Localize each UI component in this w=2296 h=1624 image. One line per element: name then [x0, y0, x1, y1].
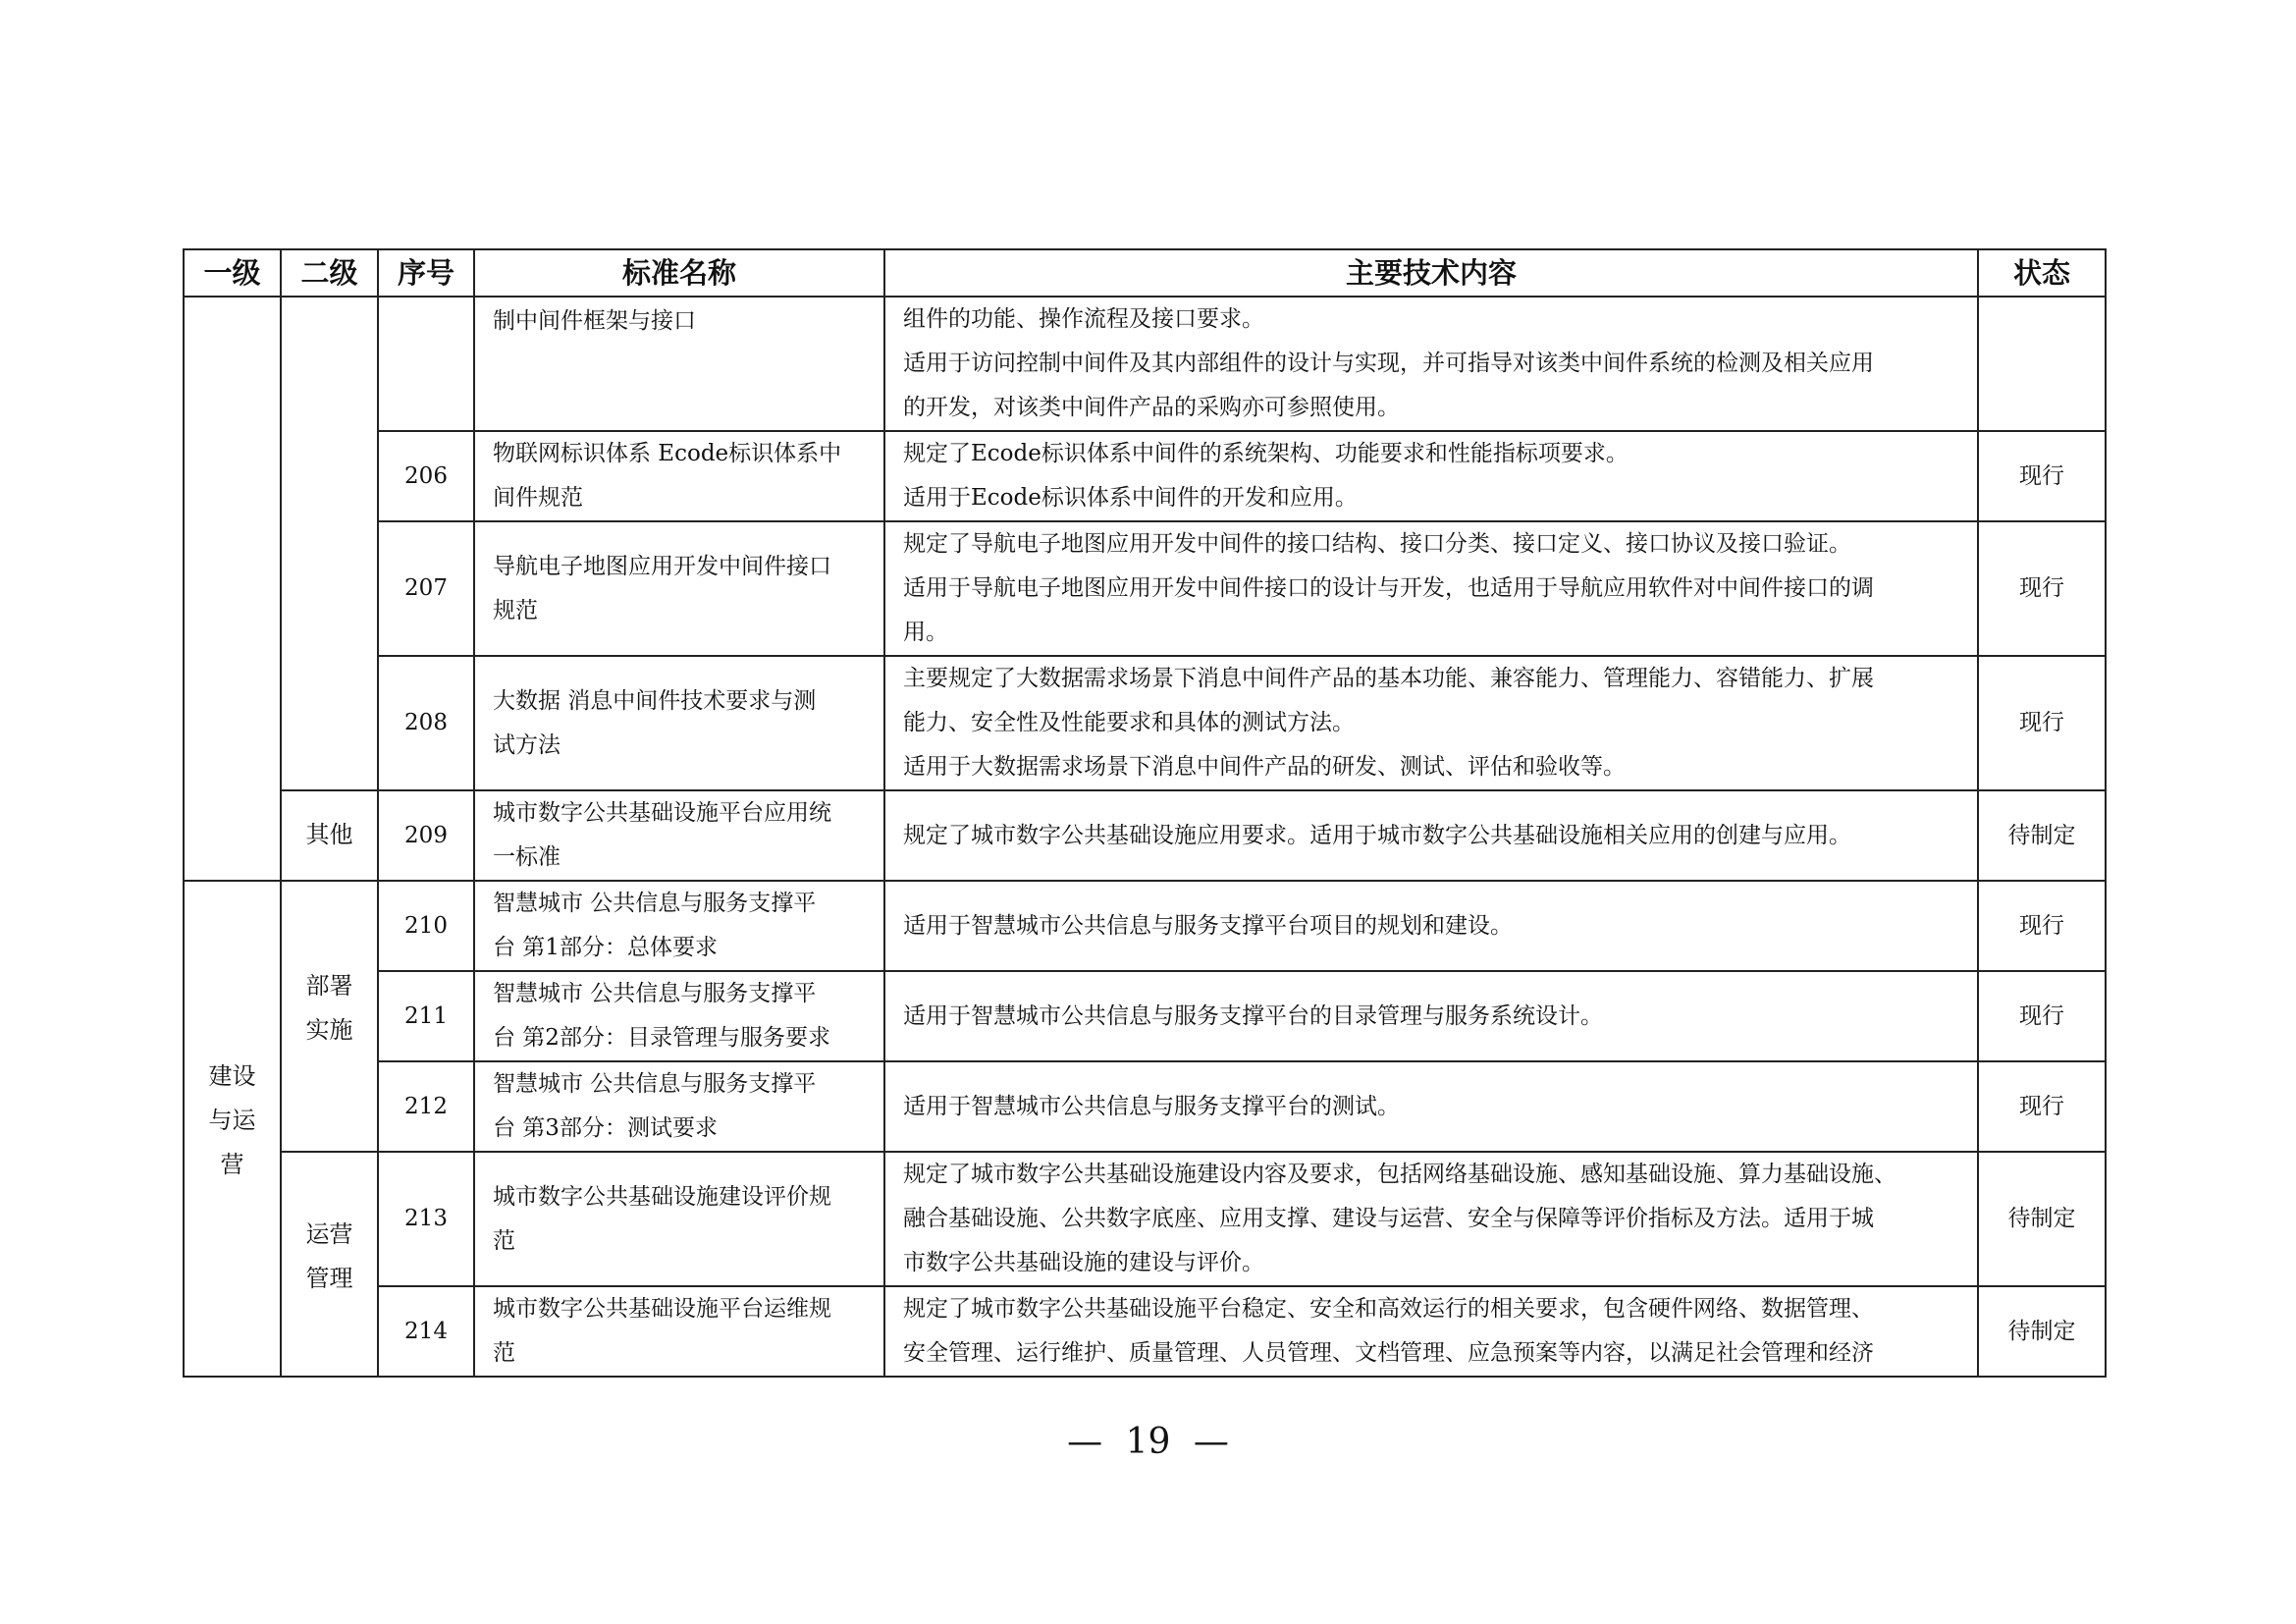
standard-name-line: 智慧城市 公共信息与服务支撑平 — [493, 981, 817, 1006]
category2-cell — [281, 881, 378, 1152]
content-line: 适用于智慧城市公共信息与服务支撑平台项目的规划和建设。 — [903, 912, 1513, 939]
table-row — [184, 656, 2106, 790]
category2-cell — [281, 790, 378, 881]
table-row — [184, 431, 2106, 521]
status-cell: 现行 — [1978, 971, 2106, 1061]
content-cell — [884, 297, 1978, 431]
seq-cell: 206 — [378, 431, 474, 521]
table-row — [184, 1061, 2106, 1152]
status-cell: 现行 — [1978, 521, 2106, 656]
category1-cell-previous — [184, 297, 281, 881]
standard-name-cell — [474, 971, 884, 1061]
content-line: 适用于智慧城市公共信息与服务支撑平台的目录管理与服务系统设计。 — [903, 1002, 1603, 1029]
standard-name-line: 智慧城市 公共信息与服务支撑平 — [493, 891, 817, 916]
status-cell: 待制定 — [1978, 1152, 2106, 1286]
header-seq: 序号 — [378, 249, 474, 297]
content-line: 主要规定了大数据需求场景下消息中间件产品的基本功能、兼容能力、管理能力、容错能力、扩展 — [903, 666, 1874, 691]
category2-cell — [281, 1152, 378, 1377]
page-number — [0, 1422, 2296, 1462]
seq-cell: 208 — [378, 656, 474, 790]
content-line: 规定了导航电子地图应用开发中间件的接口结构、接口分类、接口定义、接口协议及接口验证。 — [903, 531, 1851, 557]
content-line: 市数字公共基础设施的建设与评价。 — [903, 1250, 1264, 1275]
category1-line: 营 — [220, 1151, 244, 1178]
standard-name-line: 城市数字公共基础设施平台运维规 — [493, 1296, 831, 1322]
table-header-row — [184, 249, 2106, 297]
standard-name-line: 智慧城市 公共信息与服务支撑平 — [493, 1071, 817, 1097]
category1-label — [208, 1055, 257, 1187]
seq-cell: 210 — [378, 881, 474, 971]
status-cell: 现行 — [1978, 431, 2106, 521]
category2-line: 部署 — [305, 972, 353, 1000]
header-level1: 一级 — [184, 249, 281, 297]
content-line: 组件的功能、操作流程及接口要求。 — [903, 306, 1264, 332]
content-cell — [884, 881, 1978, 971]
standard-name-line: 制中间件框架与接口 — [493, 308, 696, 334]
table-row — [184, 297, 2106, 431]
content-line: 适用于智慧城市公共信息与服务支撑平台的测试。 — [903, 1093, 1400, 1119]
content-line: 规定了城市数字公共基础设施平台稳定、安全和高效运行的相关要求，包含硬件网络、数据管理、 — [903, 1296, 1874, 1322]
seq-cell: 214 — [378, 1286, 474, 1377]
content-cell — [884, 971, 1978, 1061]
status-cell: 现行 — [1978, 881, 2106, 971]
category1-line: 建设 — [208, 1062, 256, 1090]
content-line: 规定了城市数字公共基础设施建设内容及要求，包括网络基础设施、感知基础设施、算力基础设施、 — [903, 1162, 1896, 1187]
seq-cell — [378, 297, 474, 431]
seq-cell: 211 — [378, 971, 474, 1061]
content-line: 融合基础设施、公共数字底座、应用支撑、建设与运营、安全与保障等评价指标及方法。适用于城 — [903, 1206, 1874, 1231]
content-cell — [884, 521, 1978, 656]
content-cell — [884, 1061, 1978, 1152]
seq-cell: 212 — [378, 1061, 474, 1152]
standard-name-line: 一标准 — [493, 844, 561, 870]
category2-cell-previous — [281, 297, 378, 790]
table-row — [184, 1286, 2106, 1377]
category2-label — [305, 1213, 354, 1301]
page-number-value: 19 — [1125, 1422, 1171, 1462]
content-cell — [884, 790, 1978, 881]
standard-name-cell — [474, 656, 884, 790]
header-content: 主要技术内容 — [884, 249, 1978, 297]
status-cell: 现行 — [1978, 656, 2106, 790]
content-cell — [884, 1152, 1978, 1286]
standard-name-line: 城市数字公共基础设施平台应用统 — [493, 800, 831, 826]
category2-label: 其他 — [305, 821, 353, 848]
table-row — [184, 971, 2106, 1061]
status-cell — [1978, 297, 2106, 431]
page-dash-left: — — [1067, 1422, 1103, 1462]
content-line: 的开发，对该类中间件产品的采购亦可参照使用。 — [903, 395, 1400, 420]
standard-name-cell — [474, 297, 884, 431]
standard-name-line: 台 第2部分：目录管理与服务要求 — [493, 1025, 830, 1051]
status-cell: 待制定 — [1978, 790, 2106, 881]
content-cell — [884, 656, 1978, 790]
table-row — [184, 521, 2106, 656]
content-line: 适用于Ecode标识体系中间件的开发和应用。 — [903, 485, 1358, 511]
standard-name-cell — [474, 431, 884, 521]
standard-name-cell — [474, 881, 884, 971]
category1-line: 与运 — [208, 1107, 256, 1134]
standard-name-line: 间件规范 — [493, 485, 583, 511]
standard-name-cell — [474, 1152, 884, 1286]
standard-name-line: 台 第3部分：测试要求 — [493, 1115, 718, 1141]
standard-name-line: 范 — [493, 1227, 515, 1254]
seq-cell: 209 — [378, 790, 474, 881]
table-row — [184, 881, 2106, 971]
seq-cell: 207 — [378, 521, 474, 656]
standard-name-line: 规范 — [493, 597, 538, 623]
content-line: 能力、安全性及性能要求和具体的测试方法。 — [903, 710, 1355, 735]
category2-line: 管理 — [305, 1264, 353, 1292]
category2-line: 实施 — [305, 1016, 353, 1044]
content-line: 规定了城市数字公共基础设施应用要求。适用于城市数字公共基础设施相关应用的创建与应用。 — [903, 822, 1851, 848]
content-line: 适用于大数据需求场景下消息中间件产品的研发、测试、评估和验收等。 — [903, 754, 1626, 780]
category1-cell — [184, 881, 281, 1377]
content-line: 适用于导航电子地图应用开发中间件接口的设计与开发，也适用于导航应用软件对中间件接口的调 — [903, 575, 1874, 601]
standard-name-cell — [474, 790, 884, 881]
content-line: 用。 — [903, 620, 948, 645]
status-cell: 待制定 — [1978, 1286, 2106, 1377]
header-status: 状态 — [1978, 249, 2106, 297]
page-dash-right: — — [1193, 1422, 1229, 1462]
standard-name-line: 物联网标识体系 Ecode标识体系中 — [493, 441, 842, 466]
content-cell — [884, 1286, 1978, 1377]
standard-name-cell — [474, 1286, 884, 1377]
standards-table — [183, 248, 2107, 1378]
content-line: 安全管理、运行维护、质量管理、人员管理、文档管理、应急预案等内容，以满足社会管理和经济 — [903, 1340, 1874, 1366]
table-row — [184, 1152, 2106, 1286]
standard-name-line: 台 第1部分：总体要求 — [493, 935, 718, 960]
standard-name-line: 大数据 消息中间件技术要求与测 — [493, 687, 817, 714]
category2-line: 运营 — [305, 1219, 353, 1248]
table-row — [184, 790, 2106, 881]
content-cell — [884, 431, 1978, 521]
content-line: 适用于访问控制中间件及其内部组件的设计与实现，并可指导对该类中间件系统的检测及相关应用 — [903, 351, 1874, 376]
standard-name-line: 导航电子地图应用开发中间件接口 — [493, 553, 831, 579]
standard-name-cell — [474, 1061, 884, 1152]
category2-label — [305, 964, 354, 1053]
seq-cell: 213 — [378, 1152, 474, 1286]
content-line: 规定了Ecode标识体系中间件的系统架构、功能要求和性能指标项要求。 — [903, 441, 1629, 466]
status-cell: 现行 — [1978, 1061, 2106, 1152]
standard-name-cell — [474, 521, 884, 656]
standard-name-line: 试方法 — [493, 731, 561, 758]
header-level2: 二级 — [281, 249, 378, 297]
header-name: 标准名称 — [474, 249, 884, 297]
standard-name-line: 范 — [493, 1340, 515, 1366]
standard-name-line: 城市数字公共基础设施建设评价规 — [493, 1183, 831, 1210]
